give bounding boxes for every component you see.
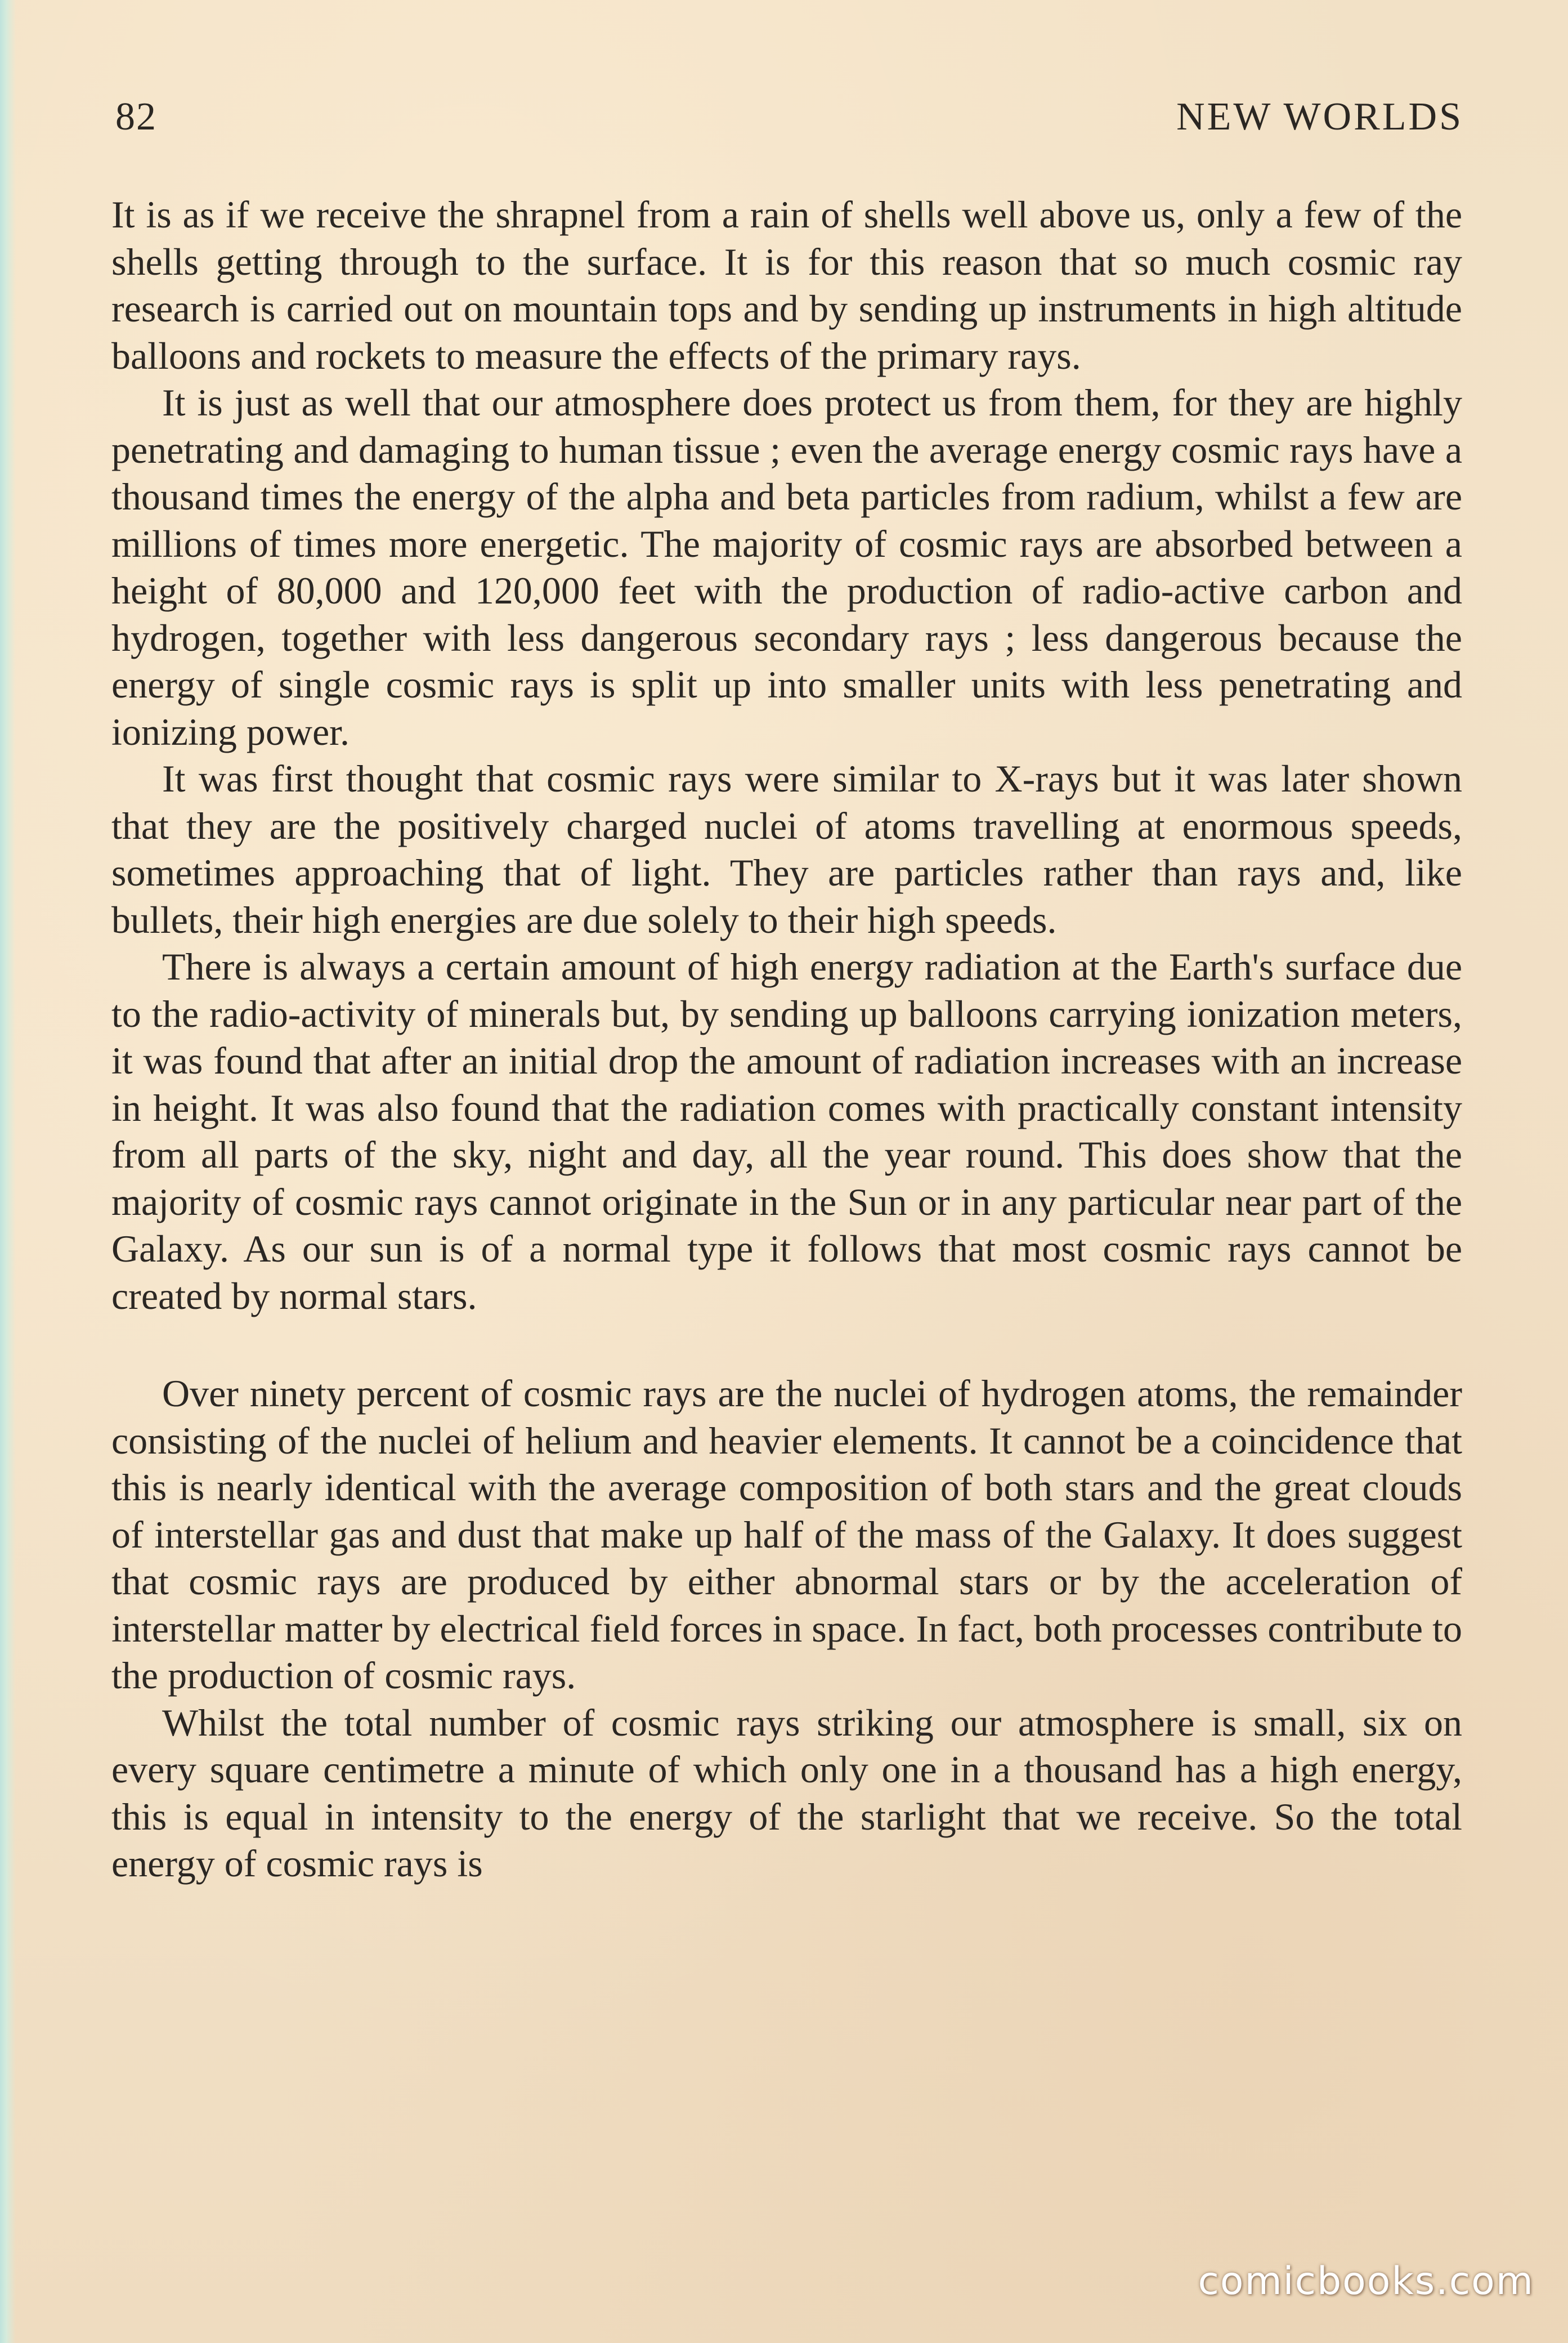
running-head: NEW WORLDS: [1176, 95, 1463, 138]
paragraph-2: It is just as well that our atmosphere does protect us from them, for they are highly penetrating and damaging to human tissue ; even the average energy cosmic rays have a thousand times the energy of the alpha and beta particles from radium, whilst a few are millions of times more energetic. The majority of cosmic rays are absorbed between a height of 80,000 and 120,000 feet with the production of radio-active carbon and hydrogen, together with less dangerous secondary rays ; less dangerous because the energy of single cosmic rays is split up into smaller units with less penetrating and ionizing power.: [111, 381, 1462, 753]
section-break: [111, 1320, 1462, 1370]
page-header: [115, 95, 1463, 157]
paragraph-5: Over ninety percent of cosmic rays are the nuclei of hydrogen atoms, the remainder consisting of the nuclei of helium and heavier elements. It cannot be a coincidence that this is nearly identical with the average composition of both stars and the great clouds of interstellar gas and dust that make up half of the mass of the Galaxy. It does suggest that cosmic rays are produced by either abnormal stars or by the acceleration of interstellar matter by electrical field forces in space. In fact, both processes contribute to the production of cosmic rays.: [111, 1372, 1462, 1697]
paragraph-4: There is always a certain amount of high energy radiation at the Earth's surface due to the radio-activity of minerals but, by sending up balloons carrying ionization meters, it was found that after an initial drop the amount of radiation increases with an increase in height. It was also found that the radiation comes with practically constant intensity from all parts of the sky, night and day, all the year round. This does show that the majority of cosmic rays cannot originate in the Sun or in any particular near part of the Galaxy. As our sun is of a normal type it follows that most cosmic rays cannot be created by normal stars.: [111, 945, 1462, 1317]
page-number: 82: [115, 95, 157, 138]
paragraph-6: Whilst the total number of cosmic rays striking our atmosphere is small, six on every square centimetre a minute of which only one in a thousand has a high energy, this is equal in intensity to the energy of the starlight that we receive. So the total energy of cosmic rays is: [111, 1701, 1462, 1885]
paragraph-3: It was first thought that cosmic rays were similar to X-rays but it was later shown that they are the positively charged nuclei of atoms travelling at enormous speeds, sometimes approaching that of light. They are particles rather than rays and, like bullets, their high energies are due solely to their high speeds.: [111, 757, 1462, 941]
body-text: [111, 191, 1462, 1888]
watermark: comicbooks.com: [1198, 2259, 1534, 2304]
paragraph-1: It is as if we receive the shrapnel from a rain of shells well above us, only a few of the shells getting through to the surface. It is for this reason that so much cosmic ray research is carried out on mountain tops and by sending up instruments in high altitude balloons and rockets to measure the effects of the primary rays.: [111, 193, 1462, 377]
page-edge: [0, 0, 16, 2343]
